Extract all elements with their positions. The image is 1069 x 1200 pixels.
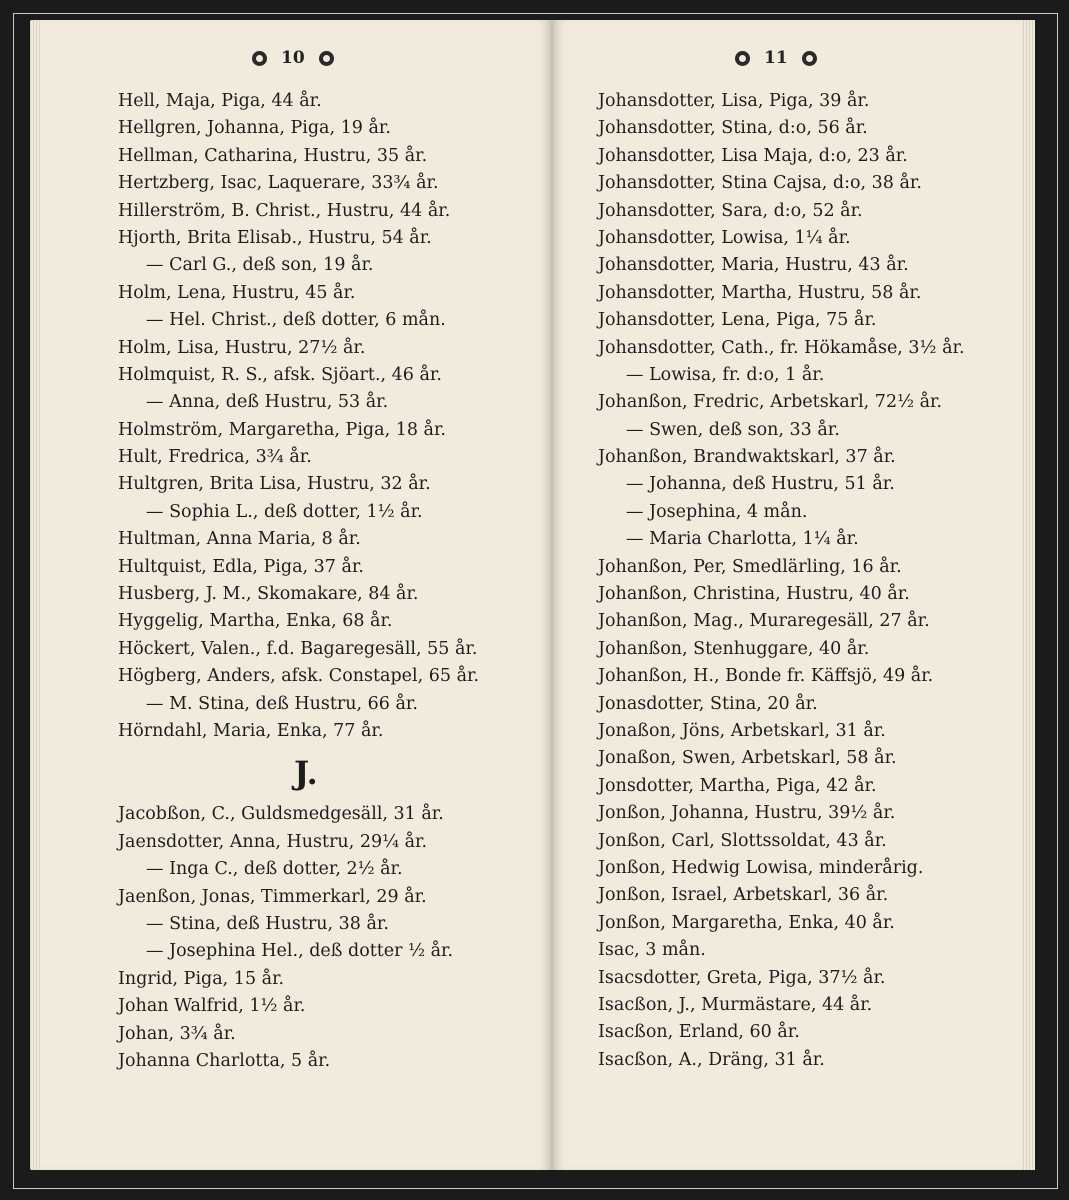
register-entry: Johansdotter, Lisa, Piga, 39 år. (598, 91, 870, 111)
register-entry: Johansdotter, Cath., fr. Hökamåse, 3½ år. (598, 337, 965, 358)
register-entry: Isacßon, J., Murmästare, 44 år. (598, 994, 873, 1015)
register-entry: — Carl G., deß son, 19 år. (146, 255, 374, 276)
register-entry: Hertzberg, Isac, Laquerare, 33¾ år. (118, 173, 439, 194)
register-entry: Johanßon, Mag., Muraregesäll, 27 år. (598, 611, 930, 632)
register-entry: Johanna Charlotta, 5 år. (118, 1050, 331, 1071)
register-entry: Hultgren, Brita Lisa, Hustru, 32 år. (118, 474, 431, 495)
register-entry: Jaensdotter, Anna, Hustru, 29¼ år. (118, 831, 428, 852)
register-entry: Hyggelig, Martha, Enka, 68 år. (118, 611, 393, 632)
register-entry: Jonßon, Johanna, Hustru, 39½ år. (598, 803, 896, 824)
page-header-right (735, 48, 817, 68)
register-entry: — Josephina, 4 mån. (626, 501, 808, 522)
register-entry: Jacobßon, C., Guldsmedgesäll, 31 år. (118, 804, 444, 825)
register-entry: Jonßon, Carl, Slottssoldat, 43 år. (598, 830, 887, 851)
ornament-icon (319, 51, 334, 66)
register-entry: Hultman, Anna Maria, 8 år. (118, 529, 361, 550)
register-entry: Hillerström, B. Christ., Hustru, 44 år. (118, 200, 451, 221)
register-entry: Isac, 3 mån. (598, 940, 706, 961)
register-entry: Isacßon, A., Dräng, 31 år. (598, 1049, 825, 1070)
register-entry: Johansdotter, Maria, Hustru, 43 år. (598, 255, 909, 276)
page-number: 11 (764, 48, 788, 68)
register-entry: Isacßon, Erland, 60 år. (598, 1022, 800, 1043)
register-entry: Hell, Maja, Piga, 44 år. (118, 91, 322, 111)
page-number: 10 (281, 48, 305, 68)
register-entry: Johansdotter, Lisa Maja, d:o, 23 år. (598, 145, 908, 166)
register-entry: Johanßon, Fredric, Arbetskarl, 72½ år. (598, 392, 943, 413)
register-entry: Johanßon, Stenhuggare, 40 år. (598, 638, 870, 659)
register-entry: Hjorth, Brita Elisab., Hustru, 54 år. (118, 227, 432, 248)
register-entry: Hultquist, Edla, Piga, 37 år. (118, 556, 364, 577)
register-entry: — Swen, deß son, 33 år. (626, 419, 840, 440)
register-entry: Husberg, J. M., Skomakare, 84 år. (118, 584, 419, 605)
register-entry: Johanßon, Brandwaktskarl, 37 år. (598, 447, 896, 468)
section-letter: J. (294, 754, 318, 793)
register-entry: Jonaßon, Jöns, Arbetskarl, 31 år. (598, 720, 886, 741)
register-entry: Isacsdotter, Greta, Piga, 37½ år. (598, 967, 886, 988)
register-entry: Hellgren, Johanna, Piga, 19 år. (118, 118, 391, 139)
register-entry: Johansdotter, Stina, d:o, 56 år. (598, 118, 868, 139)
register-entry: Holm, Lena, Hustru, 45 år. (118, 282, 356, 303)
register-entry: Jonßon, Margaretha, Enka, 40 år. (598, 912, 895, 933)
register-entry: Högberg, Anders, afsk. Constapel, 65 år. (118, 666, 480, 687)
register-entry: — Hel. Christ., deß dotter, 6 mån. (146, 310, 446, 331)
ornament-icon (252, 51, 267, 66)
register-entry: — M. Stina, deß Hustru, 66 år. (146, 693, 418, 714)
left-page (30, 20, 552, 1170)
register-entry: — Lowisa, fr. d:o, 1 år. (626, 364, 825, 385)
register-entry: Jonsdotter, Martha, Piga, 42 år. (598, 775, 877, 796)
register-entry: Johansdotter, Lena, Piga, 75 år. (598, 310, 877, 331)
entry-list-right (598, 88, 1035, 1074)
register-entry: — Sophia L., deß dotter, 1½ år. (146, 501, 423, 522)
register-entry: Höckert, Valen., f.d. Bagaregesäll, 55 år. (118, 638, 478, 659)
page-header-left (252, 48, 334, 68)
register-entry: Johan, 3¾ år. (118, 1023, 236, 1044)
register-entry: Hult, Fredrica, 3¾ år. (118, 447, 312, 468)
register-entry: Hörndahl, Maria, Enka, 77 år. (118, 720, 384, 741)
register-entry: Holm, Lisa, Hustru, 27½ år. (118, 337, 366, 358)
register-entry: Johansdotter, Lowisa, 1¼ år. (598, 227, 851, 248)
register-entry: — Josephina Hel., deß dotter ½ år. (146, 941, 454, 962)
register-entry: Holmström, Margaretha, Piga, 18 år. (118, 419, 446, 440)
register-entry: — Johanna, deß Hustru, 51 år. (626, 474, 895, 495)
register-entry: Hellman, Catharina, Hustru, 35 år. (118, 145, 428, 166)
register-entry: Jonßon, Israel, Arbetskarl, 36 år. (598, 885, 889, 906)
register-entry: Jonasdotter, Stina, 20 år. (598, 693, 818, 714)
register-entry: Johansdotter, Martha, Hustru, 58 år. (598, 282, 922, 303)
register-entry: — Inga C., deß dotter, 2½ år. (146, 859, 403, 880)
register-entry: Jonaßon, Swen, Arbetskarl, 58 år. (598, 748, 897, 769)
entry-list-left (118, 88, 552, 1075)
register-entry: Johansdotter, Sara, d:o, 52 år. (598, 200, 863, 221)
register-entry: Johanßon, Per, Smedlärling, 16 år. (598, 556, 902, 577)
register-entry: Holmquist, R. S., afsk. Sjöart., 46 år. (118, 364, 442, 385)
register-entry: Jonßon, Hedwig Lowisa, minderårig. (598, 857, 924, 878)
ornament-icon (802, 51, 817, 66)
register-entry: Jaenßon, Jonas, Timmerkarl, 29 år. (118, 886, 427, 907)
right-page (552, 20, 1035, 1170)
register-entry: — Anna, deß Hustru, 53 år. (146, 392, 389, 413)
register-entry: Ingrid, Piga, 15 år. (118, 968, 285, 989)
ornament-icon (735, 51, 750, 66)
register-entry: Johan Walfrid, 1½ år. (118, 996, 306, 1017)
register-entry: Johanßon, Christina, Hustru, 40 år. (598, 584, 910, 605)
register-entry: Johanßon, H., Bonde fr. Käffsjö, 49 år. (598, 666, 934, 687)
register-entry: — Maria Charlotta, 1¼ år. (626, 529, 859, 550)
register-entry: — Stina, deß Hustru, 38 år. (146, 913, 389, 934)
register-entry: Johansdotter, Stina Cajsa, d:o, 38 år. (598, 173, 922, 194)
